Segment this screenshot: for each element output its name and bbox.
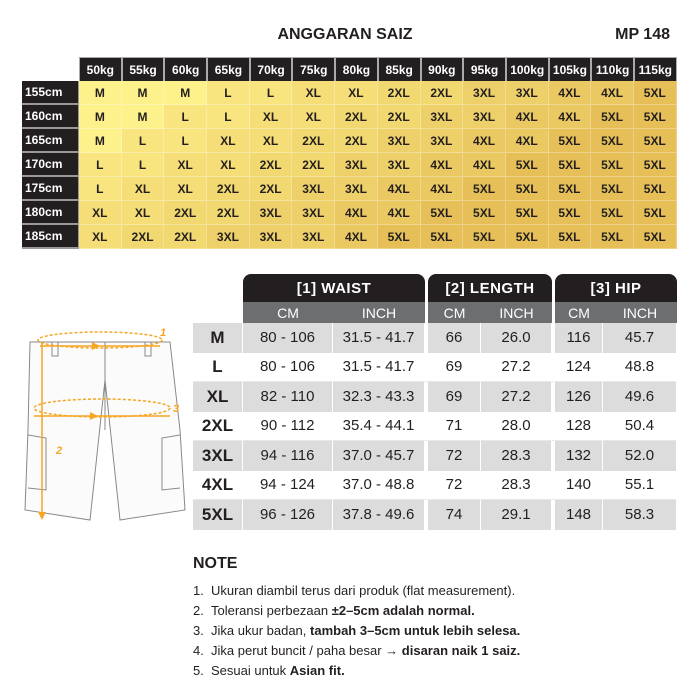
size-cell: 3XL xyxy=(463,81,506,105)
group-header: [1] WAIST xyxy=(243,274,425,302)
note-emphasis: disaran naik 1 saiz. xyxy=(401,643,521,658)
measure-cell: 27.2 xyxy=(481,353,552,383)
measure-cell: 28.3 xyxy=(481,441,552,471)
size-cell: M xyxy=(79,105,122,129)
table-row xyxy=(22,105,677,129)
size-cell: 4XL xyxy=(506,129,549,153)
size-cell: 5XL xyxy=(591,129,634,153)
size-cell: M xyxy=(122,81,165,105)
size-estimate-table xyxy=(22,57,677,249)
size-cell: L xyxy=(207,81,250,105)
measure-cell: 31.5 - 41.7 xyxy=(333,323,425,353)
label-2: 2 xyxy=(56,445,63,457)
height-label: 170cm xyxy=(22,153,79,177)
size-cell: 5XL xyxy=(506,153,549,177)
size-cell: 2XL xyxy=(164,225,207,249)
size-cell: 4XL xyxy=(421,177,464,201)
size-cell: XL xyxy=(250,105,293,129)
weight-header-row xyxy=(22,57,677,81)
measure-cell: 80 - 106 xyxy=(243,353,333,383)
table-row xyxy=(193,441,677,471)
size-cell: 4XL xyxy=(463,129,506,153)
height-label: 155cm xyxy=(22,81,79,105)
size-cell: 5XL xyxy=(591,177,634,201)
size-cell: M xyxy=(122,105,165,129)
note-text: Jika perut buncit / paha besar → xyxy=(211,643,402,658)
measure-cell: 66 xyxy=(428,323,481,353)
size-cell: 2XL xyxy=(378,105,421,129)
weight-header: 95kg xyxy=(463,57,506,81)
measure-cell: 28.3 xyxy=(481,471,552,501)
measure-cell: 90 - 112 xyxy=(243,412,333,442)
size-cell: 3XL xyxy=(292,177,335,201)
size-cell: 2XL xyxy=(292,129,335,153)
size-cell: 2XL xyxy=(335,105,378,129)
measure-cell: 74 xyxy=(428,500,481,530)
measure-cell: 27.2 xyxy=(481,382,552,412)
size-cell: 5XL xyxy=(506,201,549,225)
size-label: M xyxy=(193,323,243,353)
size-cell: 2XL xyxy=(207,177,250,201)
size-cell: 4XL xyxy=(335,201,378,225)
measure-cell: 32.3 - 43.3 xyxy=(333,382,425,412)
note-number: 3. xyxy=(193,623,204,638)
size-cell: XL xyxy=(292,105,335,129)
measure-cell: 48.8 xyxy=(603,353,677,383)
size-cell: 3XL xyxy=(250,201,293,225)
measure-cell: 45.7 xyxy=(603,323,677,353)
group-header: [2] LENGTH xyxy=(428,274,552,302)
unit-header-row xyxy=(193,302,677,323)
weight-header: 65kg xyxy=(207,57,250,81)
size-cell: 3XL xyxy=(250,225,293,249)
height-label: 160cm xyxy=(22,105,79,129)
size-cell: 2XL xyxy=(378,81,421,105)
group-header: [3] HIP xyxy=(555,274,677,302)
measure-cell: 28.0 xyxy=(481,412,552,442)
size-cell: L xyxy=(164,105,207,129)
size-label: 4XL xyxy=(193,471,243,501)
note-item xyxy=(193,661,520,681)
height-label: 185cm xyxy=(22,225,79,249)
size-label: 2XL xyxy=(193,412,243,442)
size-cell: 2XL xyxy=(250,153,293,177)
measure-cell: 148 xyxy=(555,500,603,530)
size-cell: 4XL xyxy=(378,177,421,201)
size-cell: 4XL xyxy=(421,153,464,177)
weight-header: 60kg xyxy=(164,57,207,81)
size-cell: 5XL xyxy=(463,225,506,249)
size-cell: 3XL xyxy=(335,177,378,201)
size-cell: 4XL xyxy=(549,81,592,105)
measure-cell: 96 - 126 xyxy=(243,500,333,530)
height-label: 175cm xyxy=(22,177,79,201)
table-row xyxy=(22,153,677,177)
weight-header: 110kg xyxy=(591,57,634,81)
measure-cell: 37.0 - 45.7 xyxy=(333,441,425,471)
shorts-diagram xyxy=(20,320,190,530)
unit-header: INCH xyxy=(603,302,677,323)
measure-cell: 71 xyxy=(428,412,481,442)
note-emphasis: Asian fit. xyxy=(289,663,345,678)
measure-cell: 55.1 xyxy=(603,471,677,501)
size-cell: XL xyxy=(207,153,250,177)
size-cell: 2XL xyxy=(250,177,293,201)
weight-header: 50kg xyxy=(79,57,122,81)
size-cell: XL xyxy=(292,81,335,105)
note-emphasis: tambah 3–5cm untuk lebih selesa. xyxy=(310,623,521,638)
unit-header: INCH xyxy=(333,302,425,323)
group-header-row xyxy=(193,274,677,302)
spacer xyxy=(193,302,243,323)
size-cell: 5XL xyxy=(463,201,506,225)
size-cell: 5XL xyxy=(549,129,592,153)
size-cell: 2XL xyxy=(164,201,207,225)
measure-cell: 80 - 106 xyxy=(243,323,333,353)
notes-title: NOTE xyxy=(193,555,238,572)
size-cell: XL xyxy=(164,153,207,177)
size-cell: 5XL xyxy=(463,177,506,201)
size-label: XL xyxy=(193,382,243,412)
label-3: 3 xyxy=(173,403,180,415)
size-cell: 2XL xyxy=(292,153,335,177)
size-cell: 5XL xyxy=(591,153,634,177)
table-row xyxy=(22,225,677,249)
size-cell: 2XL xyxy=(421,81,464,105)
note-number: 4. xyxy=(193,643,204,658)
size-cell: 5XL xyxy=(506,177,549,201)
weight-header: 115kg xyxy=(634,57,677,81)
table-row xyxy=(22,129,677,153)
size-cell: 3XL xyxy=(378,153,421,177)
note-emphasis: ±2–5cm adalah normal. xyxy=(331,603,475,618)
weight-header: 100kg xyxy=(506,57,549,81)
table-row xyxy=(22,81,677,105)
measure-cell: 50.4 xyxy=(603,412,677,442)
size-cell: 3XL xyxy=(463,105,506,129)
size-cell: 5XL xyxy=(421,201,464,225)
size-cell: XL xyxy=(250,129,293,153)
size-cell: 2XL xyxy=(122,225,165,249)
size-cell: 4XL xyxy=(335,225,378,249)
size-cell: M xyxy=(79,129,122,153)
unit-header: CM xyxy=(428,302,481,323)
unit-header: INCH xyxy=(481,302,552,323)
measure-cell: 37.0 - 48.8 xyxy=(333,471,425,501)
size-cell: 5XL xyxy=(378,225,421,249)
measure-cell: 128 xyxy=(555,412,603,442)
note-number: 1. xyxy=(193,583,204,598)
size-cell: 5XL xyxy=(549,153,592,177)
table-row xyxy=(193,412,677,442)
size-cell: 5XL xyxy=(591,105,634,129)
note-item xyxy=(193,601,520,621)
spacer xyxy=(193,274,243,302)
table-row xyxy=(193,500,677,530)
size-cell: 5XL xyxy=(634,201,677,225)
size-cell: 5XL xyxy=(634,225,677,249)
size-cell: XL xyxy=(207,129,250,153)
size-cell: 5XL xyxy=(549,177,592,201)
label-1: 1 xyxy=(160,327,167,339)
size-cell: M xyxy=(164,81,207,105)
product-code: MP 148 xyxy=(615,26,670,43)
measurement-table xyxy=(193,274,677,530)
chart-title: ANGGARAN SAIZ xyxy=(277,26,413,43)
size-cell: 3XL xyxy=(378,129,421,153)
note-item xyxy=(193,621,520,641)
unit-header: CM xyxy=(243,302,333,323)
measure-cell: 49.6 xyxy=(603,382,677,412)
size-cell: L xyxy=(79,153,122,177)
notes-section xyxy=(193,555,520,681)
table-row xyxy=(193,323,677,353)
size-cell: 5XL xyxy=(634,105,677,129)
height-label: 165cm xyxy=(22,129,79,153)
measure-cell: 94 - 116 xyxy=(243,441,333,471)
size-cell: 5XL xyxy=(634,153,677,177)
size-cell: 2XL xyxy=(207,201,250,225)
size-cell: 5XL xyxy=(634,81,677,105)
measure-cell: 94 - 124 xyxy=(243,471,333,501)
size-cell: L xyxy=(79,177,122,201)
size-cell: 5XL xyxy=(549,225,592,249)
measure-cell: 35.4 - 44.1 xyxy=(333,412,425,442)
measure-cell: 124 xyxy=(555,353,603,383)
size-cell: 4XL xyxy=(549,105,592,129)
note-item xyxy=(193,641,520,661)
size-cell: 5XL xyxy=(549,201,592,225)
size-cell: L xyxy=(122,153,165,177)
measure-cell: 132 xyxy=(555,441,603,471)
note-number: 5. xyxy=(193,663,204,678)
size-cell: 5XL xyxy=(591,225,634,249)
note-text: Sesuai untuk xyxy=(211,663,290,678)
table-row xyxy=(193,382,677,412)
weight-header: 80kg xyxy=(335,57,378,81)
size-cell: L xyxy=(122,129,165,153)
weight-header: 90kg xyxy=(421,57,464,81)
size-cell: XL xyxy=(122,177,165,201)
measure-cell: 58.3 xyxy=(603,500,677,530)
measure-cell: 31.5 - 41.7 xyxy=(333,353,425,383)
size-cell: 4XL xyxy=(378,201,421,225)
size-cell: XL xyxy=(122,201,165,225)
size-cell: 3XL xyxy=(421,129,464,153)
measure-cell: 82 - 110 xyxy=(243,382,333,412)
size-cell: 4XL xyxy=(591,81,634,105)
measure-cell: 26.0 xyxy=(481,323,552,353)
size-cell: XL xyxy=(164,177,207,201)
size-cell: 5XL xyxy=(591,201,634,225)
size-cell: 3XL xyxy=(292,225,335,249)
size-cell: L xyxy=(250,81,293,105)
size-cell: XL xyxy=(335,81,378,105)
size-cell: 3XL xyxy=(207,225,250,249)
corner-cell xyxy=(22,57,79,81)
measure-cell: 37.8 - 49.6 xyxy=(333,500,425,530)
size-cell: L xyxy=(207,105,250,129)
note-number: 2. xyxy=(193,603,204,618)
size-cell: 5XL xyxy=(506,225,549,249)
table-row xyxy=(193,353,677,383)
size-label: L xyxy=(193,353,243,383)
measure-cell: 72 xyxy=(428,441,481,471)
note-item xyxy=(193,581,520,601)
note-text: Ukuran diambil terus dari produk (flat measurement). xyxy=(211,583,516,598)
size-cell: 2XL xyxy=(335,129,378,153)
measure-cell: 140 xyxy=(555,471,603,501)
size-cell: 3XL xyxy=(292,201,335,225)
measure-cell: 72 xyxy=(428,471,481,501)
weight-header: 105kg xyxy=(549,57,592,81)
size-cell: 5XL xyxy=(421,225,464,249)
measure-cell: 126 xyxy=(555,382,603,412)
measure-cell: 69 xyxy=(428,382,481,412)
weight-header: 85kg xyxy=(378,57,421,81)
unit-header: CM xyxy=(555,302,603,323)
size-cell: XL xyxy=(79,201,122,225)
size-label: 5XL xyxy=(193,500,243,530)
size-cell: 4XL xyxy=(463,153,506,177)
size-cell: 3XL xyxy=(421,105,464,129)
table-row xyxy=(22,177,677,201)
weight-header: 75kg xyxy=(292,57,335,81)
size-cell: M xyxy=(79,81,122,105)
size-cell: 3XL xyxy=(335,153,378,177)
measure-cell: 116 xyxy=(555,323,603,353)
measure-cell: 69 xyxy=(428,353,481,383)
note-text: Jika ukur badan, xyxy=(211,623,311,638)
weight-header: 55kg xyxy=(122,57,165,81)
table-row xyxy=(22,201,677,225)
size-label: 3XL xyxy=(193,441,243,471)
size-cell: 3XL xyxy=(506,81,549,105)
measure-cell: 29.1 xyxy=(481,500,552,530)
size-cell: XL xyxy=(79,225,122,249)
note-text: Toleransi perbezaan xyxy=(211,603,332,618)
measure-cell: 52.0 xyxy=(603,441,677,471)
table-row xyxy=(193,471,677,501)
size-cell: 5XL xyxy=(634,129,677,153)
size-cell: 5XL xyxy=(634,177,677,201)
weight-header: 70kg xyxy=(250,57,293,81)
size-cell: 4XL xyxy=(506,105,549,129)
size-cell: L xyxy=(164,129,207,153)
height-label: 180cm xyxy=(22,201,79,225)
